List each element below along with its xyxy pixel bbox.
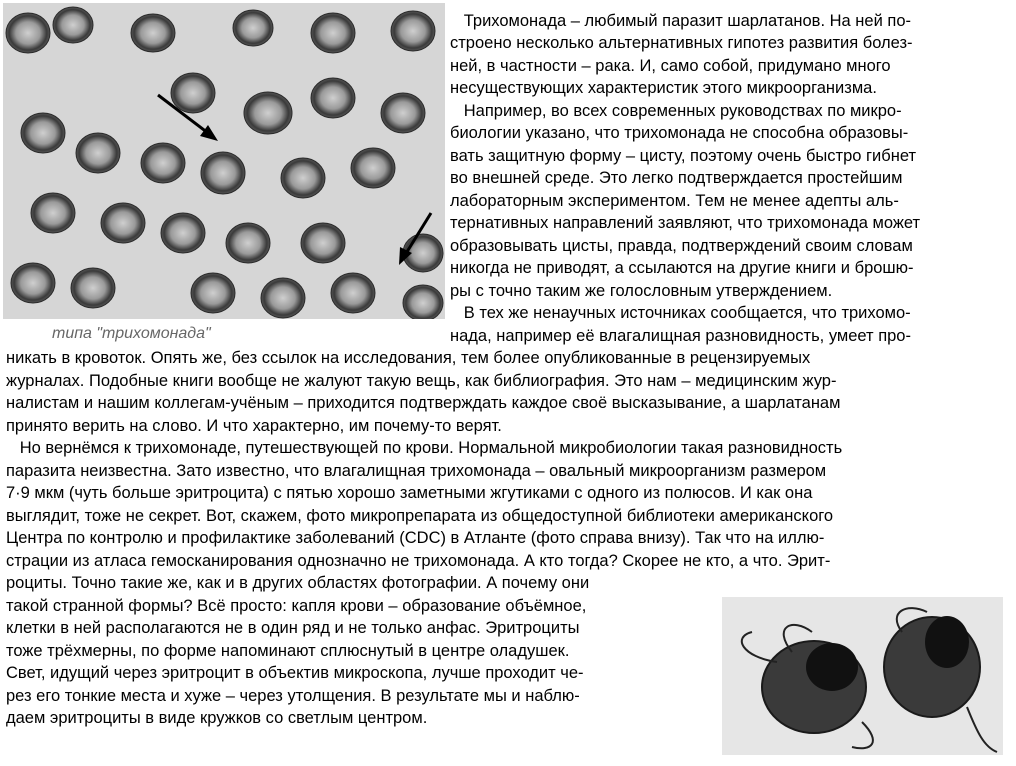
text-line-14: В тех же ненаучных источниках сообщается, что трихомо- [450,304,911,322]
text-line-11: образовывать цисты, правда, подтверждений своим словам [450,237,913,255]
text-line-5: Например, во всех современных руководствах по микро- [450,102,902,120]
text-line-12: никогда не приводят, а ссылаются на другие книги и брошю- [450,259,914,277]
text-line-29: тоже трёхмерны, по форме напоминают сплюснутый в центре оладушек. [6,642,570,660]
text-line-13: ры с точно таким же голословным утверждением. [450,282,833,300]
text-line-16: никать в кровоток. Опять же, без ссылок на исследования, тем более опубликованные в рецензируемых [6,349,811,367]
text-line-1: Трихомонада – любимый паразит шарлатанов. На ней по- [450,12,911,30]
text-line-4: несуществующих характеристик этого микроорганизма. [450,79,877,97]
text-line-30: Свет, идущий через эритроцит в объектив микроскопа, лучше проходит че- [6,664,584,682]
text-line-9: лабораторным экспериментом. Тем не менее адепты аль- [450,192,899,210]
text-line-7: вать защитную форму – цисту, поэтому очень быстро гибнет [450,147,917,165]
text-line-25: страции из атласа гемосканирования однозначно не трихомонада. А кто тогда? Скорее не кто, а что. Эрит- [6,552,831,570]
text-line-24: Центра по контролю и профилактике заболеваний (CDC) в Атланте (фото справа внизу). Так что на иллю- [6,529,825,547]
blood-smear-icon [3,3,445,319]
text-line-18: налистам и нашим коллегам-учёным – приходится подтверждать каждое своё высказывание, а шарлатанам [6,394,841,412]
text-line-26: роциты. Точно такие же, как и в других областях фотографии. А почему они [6,574,590,592]
text-line-10: тернативных направлений заявляют, что трихомонада может [450,214,921,232]
blood-smear-photo [3,3,445,319]
text-line-21: паразита неизвестна. Зато известно, что влагалищная трихомонада – овальный микроорганизм размером [6,462,827,480]
text-line-23: выглядит, тоже не секрет. Вот, скажем, фото микропрепарата из общедоступной библиотеки американского [6,507,834,525]
text-line-6: биологии указано, что трихомонада не способна образовы- [450,124,909,142]
text-line-22: 7·9 мкм (чуть больше эритроцита) с пятью хорошо заметными жгутиками с одного из полюсов. И как она [6,484,813,502]
trichomonas-photo [722,597,1003,755]
text-line-17: журналах. Подобные книги вообще не жалуют такую вещь, как библиография. Это нам – медицинским жур- [6,372,837,390]
text-line-15: нада, например её влагалищная разновидность, умеет про- [450,327,911,345]
text-line-32: даем эритроциты в виде кружков со светлым центром. [6,709,428,727]
text-line-27: такой странной формы? Всё просто: капля крови – образование объёмное, [6,597,587,615]
text-line-2: строено несколько альтернативных гипотез развития болез- [450,34,913,52]
figure-caption: типа "трихомонада" [52,325,211,342]
trichomonas-icon [722,597,1003,755]
text-line-3: ней, в частности – рака. И, само собой, придумано много [450,57,891,75]
text-line-28: клетки в ней располагаются не в один ряд и не только анфас. Эритроциты [6,619,580,637]
text-line-8: во внешней среде. Это легко подтверждается простейшим [450,169,903,187]
text-line-31: рез его тонкие места и хуже – через утолщения. В результате мы и наблю- [6,687,580,705]
text-line-19: принято верить на слово. И что характерно, им почему-то верят. [6,417,502,435]
text-line-20: Но вернёмся к трихомонаде, путешествующей по крови. Нормальной микробиологии такая разновидность [6,439,843,457]
